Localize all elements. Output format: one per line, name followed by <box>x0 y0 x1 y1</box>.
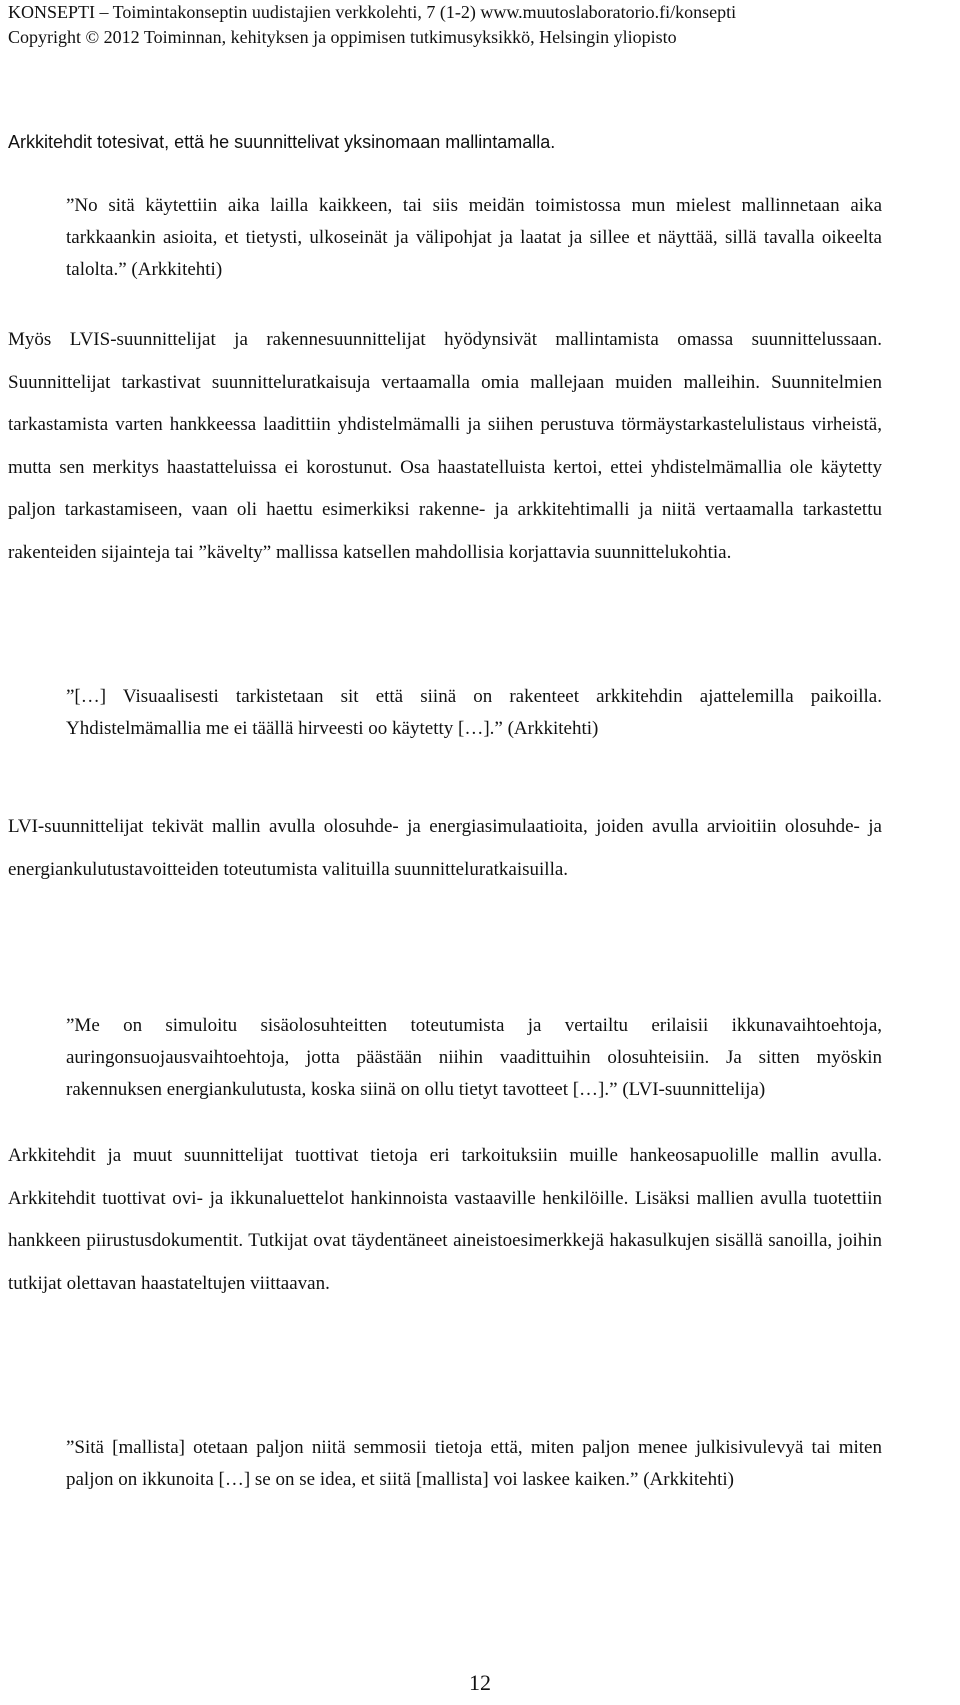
journal-title-line: KONSEPTI – Toimintakonseptin uudistajien verkkolehti, 7 (1-2) www.muutoslaboratorio.fi/konsepti <box>8 2 737 22</box>
body-paragraph-2: LVI-suunnittelijat tekivät mallin avulla olosuhde- ja energiasimulaatioita, joiden avulla arvioitiin olosuhde- ja energiankulutustavoitteiden toteutumista valituilla suunnitteluratkaisuilla. <box>8 816 882 880</box>
page-number: 12 <box>469 1670 491 1695</box>
page-header <box>8 0 952 50</box>
body-paragraph-3: Arkkitehdit ja muut suunnittelijat tuottivat tietoja eri tarkoituksiin muille hankeosapuolille mallin avulla. Arkkitehdit tuottivat ovi- ja ikkunaluettelot hankinnoista vastaaville henkilöille. Lisäksi mallien avulla tuotettiin hankkeen piirustusdokumentit. Tutkijat ovat täydentäneet aineistoesimerkkejä hakasulkujen sisällä sanoilla, joihin tutkijat olettavan haastateltujen viittaavan. <box>8 1145 882 1294</box>
lead-sentence: Arkkitehdit totesivat, että he suunnittelivat yksinomaan mallintamalla. <box>8 132 556 152</box>
interview-quote-2: ”[…] Visuaalisesti tarkistetaan sit että siinä on rakenteet arkkitehdin ajattelemilla paikoilla. Yhdistelmämallia me ei täällä hirveesti oo käytetty […].” (Arkkitehti) <box>66 686 882 739</box>
body-paragraph-1: Myös LVIS-suunnittelijat ja rakennesuunnittelijat hyödynsivät mallintamista omassa suunnittelussaan. Suunnittelijat tarkastivat suunnitteluratkaisuja vertaamalla omia mallejaan muiden malleihin. Suunnitelmien tarkastamista varten hankkeessa laadittiin yhdistelmämalli ja siihen perustuva törmäystarkastelulistaus virheistä, mutta sen merkitys haastatteluissa ei korostunut. Osa haastatelluista kertoi, ettei yhdistelmämallia ole käytetty paljon tarkastamiseen, vaan oli haettu esimerkiksi rakenne- ja arkkitehtimalli ja niitä vertaamalla tarkastettu rakenteiden sijainteja tai ”kävelty” mallissa katsellen mahdollisia korjattavia suunnittelukohtia. <box>8 329 882 563</box>
interview-quote-1: ”No sitä käytettiin aika lailla kaikkeen, tai siis meidän toimistossa mun mielest mallinnetaan aika tarkkaankin asioita, et tietysti, ulkoseinät ja välipohjat ja laatat ja sillee et näyttää, sillä tavalla oikeelta talolta.” (Arkkitehti) <box>66 195 882 280</box>
interview-quote-4: ”Sitä [mallista] otetaan paljon niitä semmosii tietoja että, miten paljon menee julkisivulevyä tai miten paljon on ikkunoita […] se on se idea, et siitä [mallista] voi laskee kaiken.” (Arkkitehti) <box>66 1437 882 1490</box>
interview-quote-3: ”Me on simuloitu sisäolosuhteitten toteutumista ja vertailtu erilaisii ikkunavaihtoehtoja, auringonsuojausvaihtoehtoja, jotta päästään niihin vaadittuihin olosuhteisiin. Ja sitten myöskin rakennuksen energiankulutusta, koska siinä on ollu tietyt tavotteet […].” (LVI-suunnittelija) <box>66 1015 882 1100</box>
copyright-line: Copyright © 2012 Toiminnan, kehityksen ja oppimisen tutkimusyksikkö, Helsingin yliopisto <box>8 27 677 47</box>
